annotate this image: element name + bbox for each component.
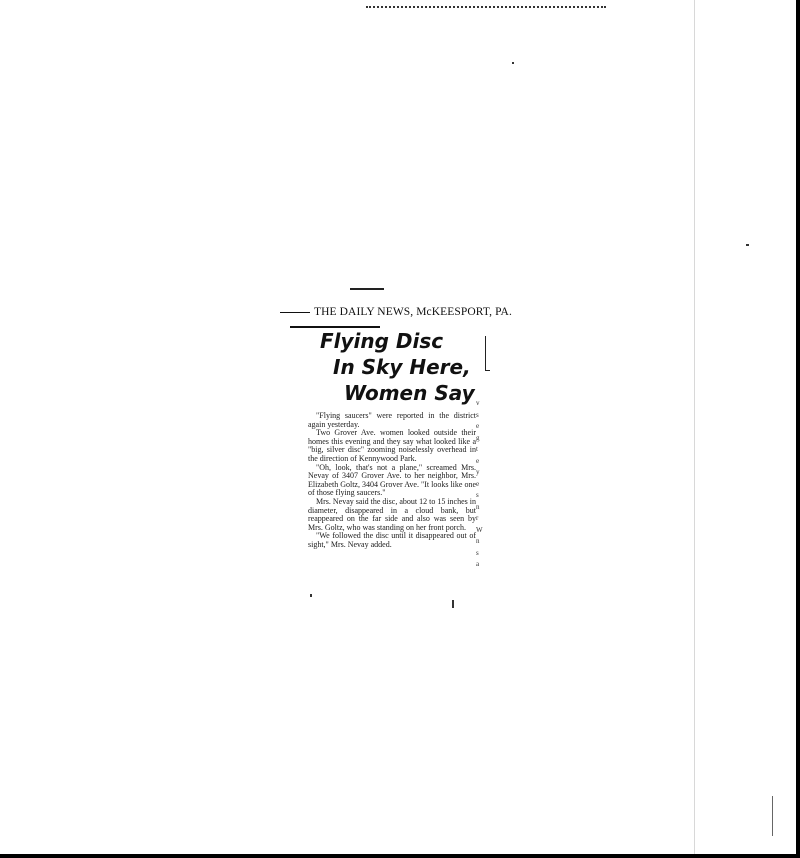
story-paragraph: "Oh, look, that's not a plane," screamed Mrs. Nevay of 3407 Grover Ave. to her neighbor, Mrs. Elizabeth Goltz, 3404 Grover Ave. "It looks like one of those flying saucers." bbox=[308, 462, 476, 498]
fragment-char: t bbox=[476, 445, 478, 453]
masthead-text: THE DAILY NEWS, McKEESPORT, PA. bbox=[314, 306, 512, 318]
fragment-char: e bbox=[476, 422, 480, 430]
separator-rule bbox=[350, 288, 384, 290]
fragment-char: n bbox=[476, 502, 480, 511]
scan-border-right bbox=[796, 0, 800, 858]
fragment-char: r bbox=[476, 514, 479, 522]
masthead bbox=[280, 306, 530, 318]
story-paragraph: Mrs. Nevay said the disc, about 12 to 15 inches in diameter, disappeared in a cloud bank, but reappeared on the far side and also was seen by Mrs. Goltz, who was standing on her front porch. bbox=[308, 496, 476, 532]
scan-fold-line bbox=[694, 0, 695, 858]
scan-top-specks bbox=[366, 6, 606, 14]
adjacent-column-fragments bbox=[476, 398, 484, 571]
scan-speck bbox=[772, 796, 773, 836]
story-paragraph: "We followed the disc until it disappeared out of sight," Mrs. Nevay added. bbox=[308, 531, 476, 549]
scan-speck bbox=[746, 244, 749, 246]
fragment-char: W bbox=[476, 525, 483, 534]
fragment-char: a bbox=[476, 560, 480, 568]
fragment-char: s bbox=[476, 410, 479, 419]
story-body bbox=[308, 412, 476, 550]
fragment-char: s bbox=[476, 548, 479, 557]
scan-speck bbox=[512, 62, 514, 64]
fragment-char: g bbox=[476, 433, 480, 442]
fragment-char: e bbox=[476, 456, 480, 465]
headline-line-1: Flying Disc bbox=[320, 329, 444, 353]
fragment-char: s bbox=[476, 491, 479, 499]
headline-line-3: Women Say bbox=[344, 381, 475, 405]
fragment-char: e bbox=[476, 479, 480, 488]
fragment-char: v bbox=[476, 399, 480, 407]
story-paragraph: Two Grover Ave. women looked outside their homes this evening and they say what looked like a "big, silver disc" zooming noiselessly overhead in the direction of Kennywood Park. bbox=[308, 428, 476, 463]
fragment-char: y bbox=[476, 468, 480, 476]
column-rule-bracket bbox=[485, 336, 490, 371]
scan-border-bottom bbox=[0, 854, 800, 858]
headline-line-2: In Sky Here, bbox=[333, 355, 471, 379]
headline bbox=[320, 328, 490, 406]
newspaper-clipping bbox=[280, 306, 530, 626]
story-paragraph: "Flying saucers" were reported in the district again yesterday. bbox=[308, 411, 476, 429]
fragment-char: n bbox=[476, 537, 480, 545]
masthead-dash bbox=[280, 312, 310, 314]
